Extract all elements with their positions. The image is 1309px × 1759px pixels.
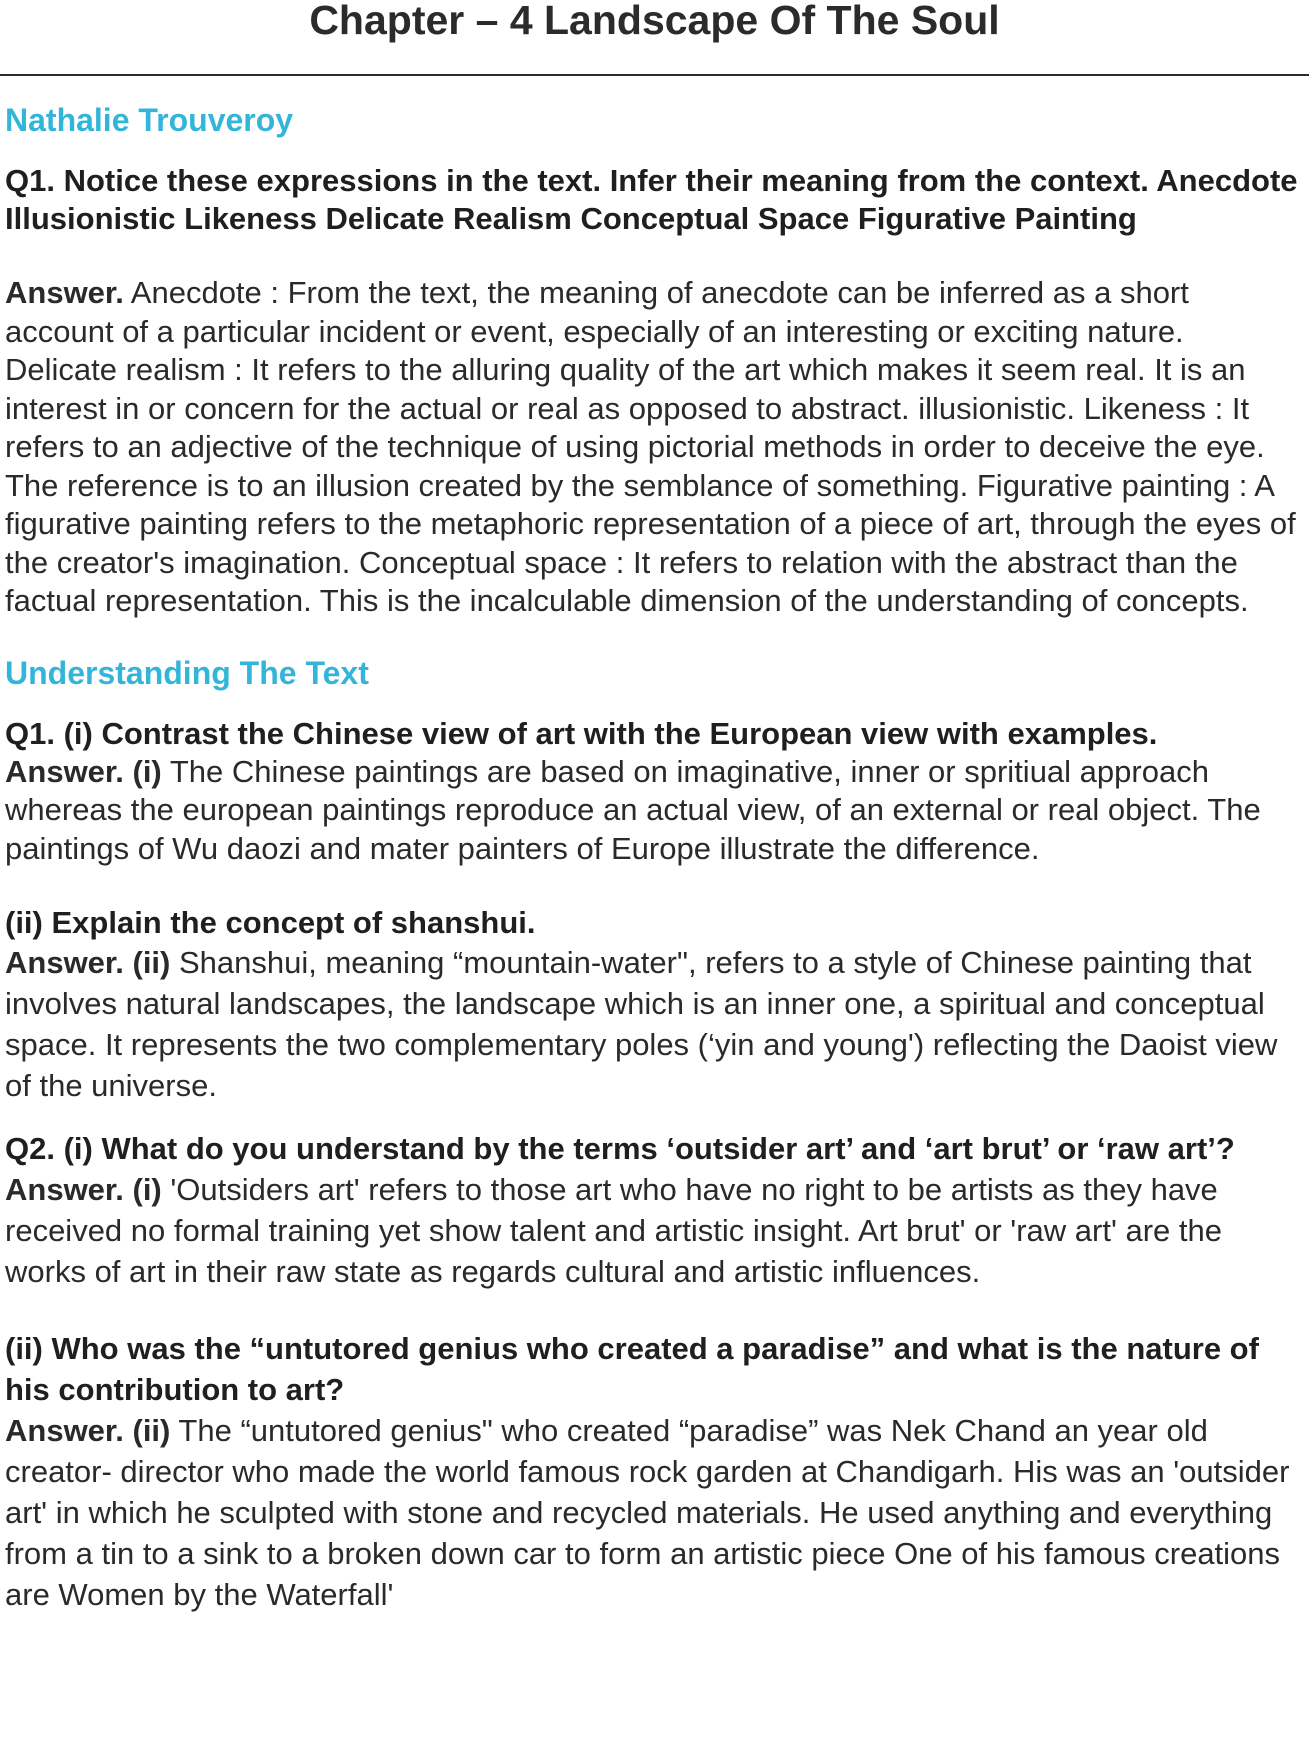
document-body: [0, 100, 1309, 1615]
answer-text: The “untutored genius" who created “paradise” was Nek Chand an year old creator- director who made the world famous rock garden at Chandigarh. His was an 'outsider art' in which he sculpted with stone and recycled materials. He used anything and everything from a tin to a sink to a broken down car to form an artistic piece One of his famous creations are Women by the Waterfall': [5, 1413, 1290, 1612]
answer-label: Answer. (ii): [5, 1413, 171, 1448]
question-1-ii: (ii) Explain the concept of shanshui.: [5, 905, 536, 940]
answer-label: Answer. (ii): [5, 945, 171, 980]
author-heading: Nathalie Trouveroy: [5, 102, 294, 138]
answer-1-i: [5, 753, 1299, 869]
answer-label: Answer. (i): [5, 753, 162, 789]
question-1-i: Q1. (i) Contrast the Chinese view of art with the European view with examples.: [5, 715, 1158, 751]
question-1: Q1. Notice these expressions in the text. Infer their meaning from the context. Anecdote Illusionistic Likeness Delicate Realism Conceptual Space Figurative Painting: [5, 163, 1298, 236]
answer-label: Answer.: [5, 275, 124, 310]
answer-text: Shanshui, meaning “mountain-water", refers to a style of Chinese painting that involves natural landscapes, the landscape which is an inner one, a spiritual and conceptual space. It represents the two complementary poles (‘yin and young') reflecting the Daoist view of the universe.: [5, 945, 1278, 1103]
answer-label: Answer. (i): [5, 1172, 162, 1207]
answer-text: 'Outsiders art' refers to those art who have no right to be artists as they have received no formal training yet show talent and artistic insight. Art brut' or 'raw art' are the works of art in their raw state as regards cultural and artistic influences.: [5, 1172, 1222, 1289]
answer-text: Anecdote : From the text, the meaning of anecdote can be inferred as a short account of a particular incident or event, especially of an interesting or exciting nature. Delicate realism : It refers to the alluring quality of the art which makes it seem real. It is an interest in or concern for the actual or real as opposed to abstract. illusionistic. Likeness : It refers to an adjective of the technique of using pictorial methods in order to deceive the eye. The reference is to an illusion created by the semblance of something. Figurative painting : A figurative painting refers to the metaphoric representation of a piece of art, through the eyes of the creator's imagination. Conceptual space : It refers to relation with the abstract than the factual representation. This is the incalculable dimension of the understanding of concepts.: [5, 275, 1296, 618]
question-2-ii: (ii) Who was the “untutored genius who created a paradise” and what is the nature of his contribution to art?: [5, 1331, 1259, 1407]
chapter-title: Chapter – 4 Landscape Of The Soul: [0, 0, 1309, 76]
question-2-i: Q2. (i) What do you understand by the terms ‘outsider art’ and ‘art brut’ or ‘raw art’?: [5, 1131, 1235, 1166]
answer-2-i: [5, 1169, 1299, 1292]
understanding-heading: Understanding The Text: [5, 654, 369, 691]
answer-text: The Chinese paintings are based on imaginative, inner or spritiual approach whereas the european paintings reproduce an actual view, of an external or real object. The paintings of Wu daozi and mater painters of Europe illustrate the difference.: [5, 753, 1261, 866]
answer-1: [5, 274, 1299, 621]
answer-2-ii: [5, 1410, 1299, 1615]
answer-1-ii: [5, 942, 1299, 1106]
